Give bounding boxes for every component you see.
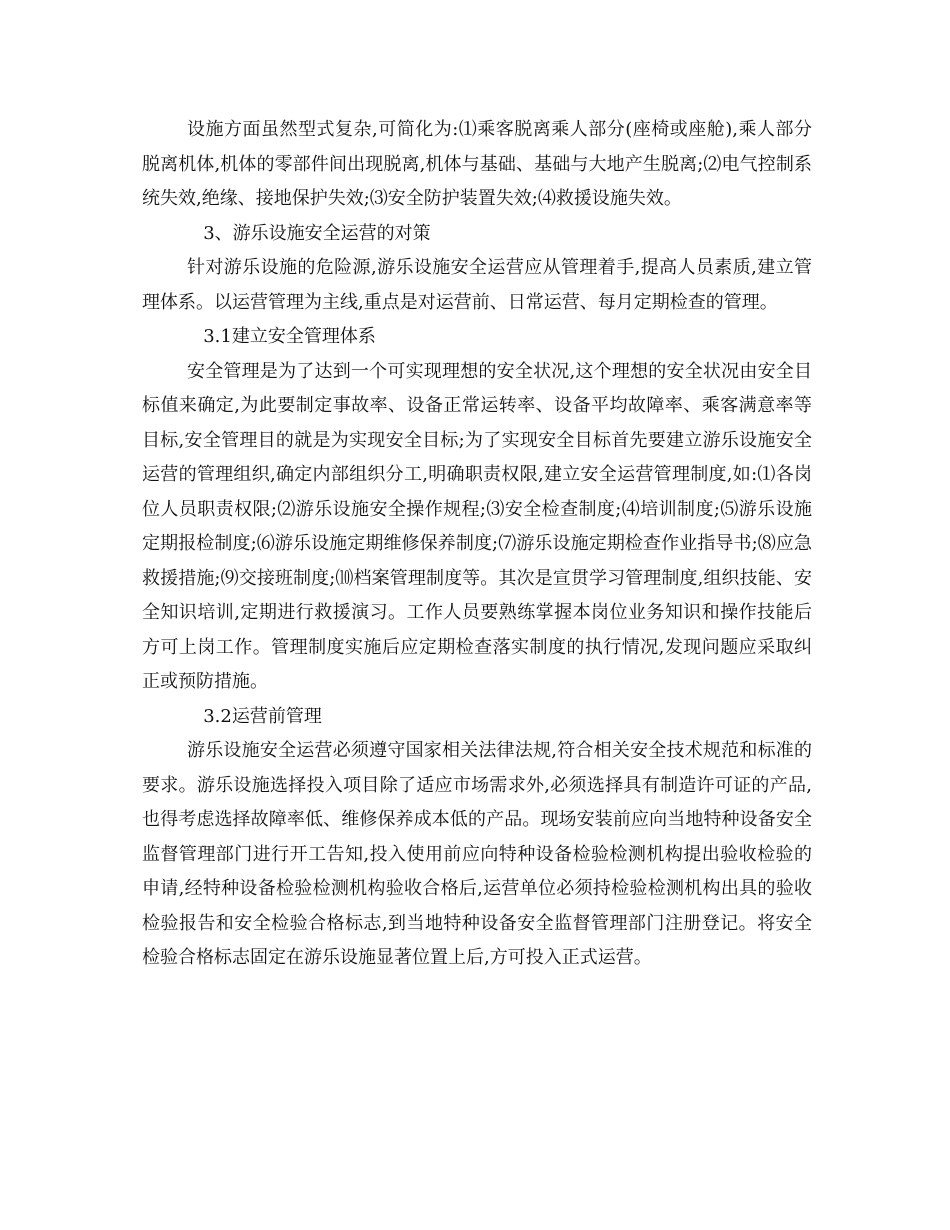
document-body [142, 113, 812, 976]
paragraph-failure-modes: 设施方面虽然型式复杂,可简化为:⑴乘客脱离乘人部分(座椅或座舱),乘人部分脱离机体,机体的零部件间出现脱离,机体与基础、基础与大地产生脱离;⑵电气控制系统失效,绝缘、接地保护失效;⑶安全防护装置失效;⑷救援设施失效。 [142, 119, 812, 209]
section-heading-3: 3、游乐设施安全运营的对策 [203, 222, 431, 244]
paragraph-pre-operation: 游乐设施安全运营必须遵守国家相关法律法规,符合相关安全技术规范和标准的要求。游乐设施选择投入项目除了适应市场需求外,必须选择具有制造许可证的产品,也得考虑选择故障率低、维修保养成本低的产品。现场安装前应向当地特种设备安全监督管理部门进行开工告知,投入使用前应向特种设备检验检测机构提出验收检验的申请,经特种设备检验检测机构验收合格后,运营单位必须持检验检测机构出具的验收检验报告和安全检验合格标志,到当地特种设备安全监督管理部门注册登记。将安全检验合格标志固定在游乐设施显著位置上后,方可投入正式运营。 [142, 740, 812, 968]
section-heading-3-2: 3.2运营前管理 [203, 705, 322, 727]
section-heading-3-1: 3.1建立安全管理体系 [203, 326, 376, 347]
paragraph-management-system: 安全管理是为了达到一个可实现理想的安全状况,这个理想的安全状况由安全目标值来确定,为此要制定事故率、设备正常运转率、设备平均故障率、乘客满意率等目标,安全管理目的就是为实现安全目标;为了实现安全目标首先要建立游乐设施安全运营的管理组织,确定内部组织分工,明确职责权限,建立安全运营管理制度,如:⑴各岗位人员职责权限;⑵游乐设施安全操作规程;⑶安全检查制度;⑷培训制度;⑸游乐设施定期报检制度;⑹游乐设施定期维修保养制度;⑺游乐设施定期检查作业指导书;⑻应急救援措施;⑼交接班制度;⑽档案管理制度等。其次是宣贯学习管理制度,组织技能、安全知识培训,定期进行救援演习。工作人员要熟练掌握本岗位业务知识和操作技能后方可上岗工作。管理制度实施后应定期检查落实制度的执行情况,发现问题应采取纠正或预防措施。 [142, 360, 812, 692]
paragraph-countermeasures: 针对游乐设施的危险源,游乐设施安全运营应从管理着手,提高人员素质,建立管理体系。以运营管理为主线,重点是对运营前、日常运营、每月定期检查的管理。 [142, 257, 812, 313]
